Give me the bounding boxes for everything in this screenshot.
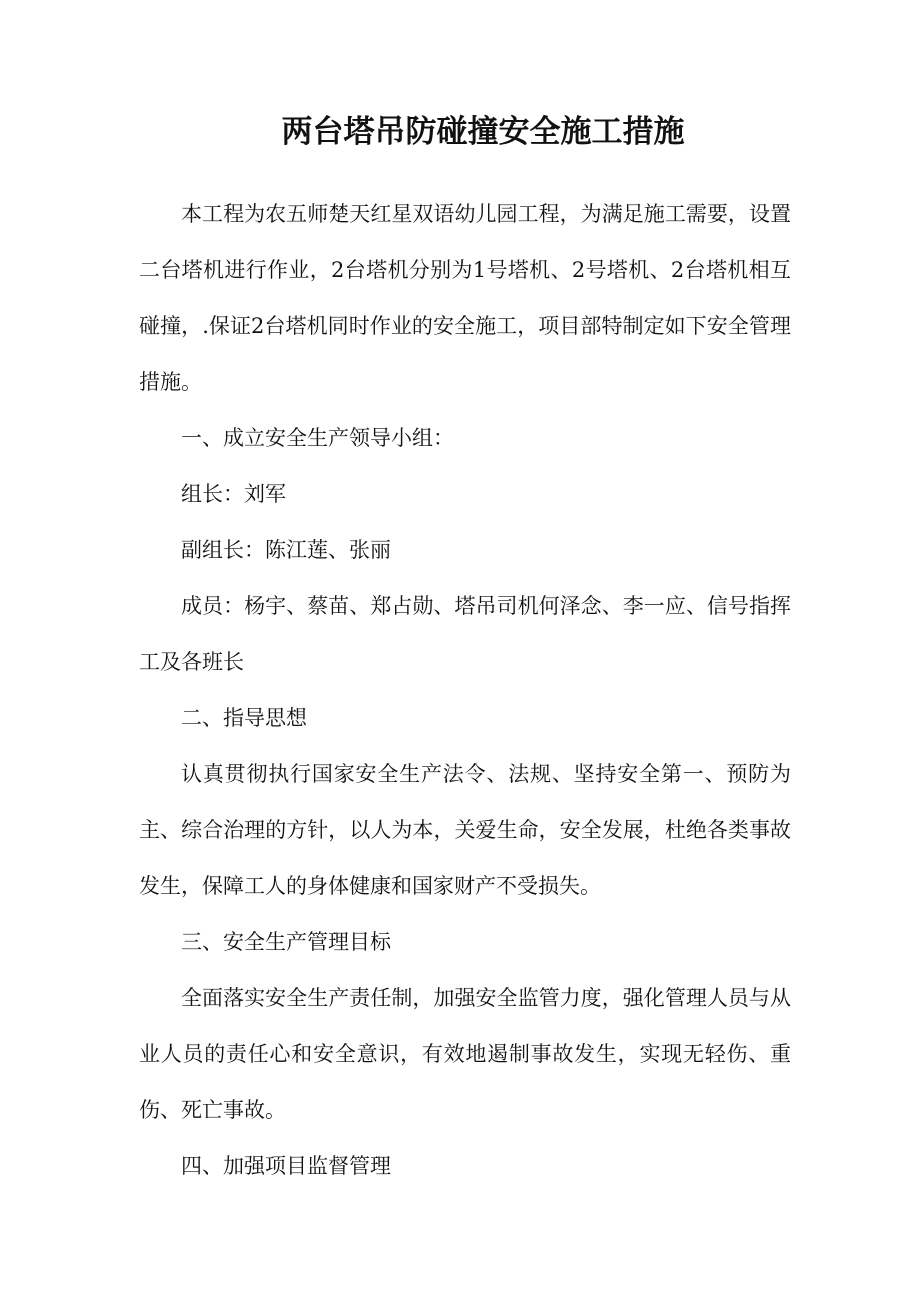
- paragraph-members: 成员：杨宇、蔡苗、郑占勋、塔吊司机何泽念、李一应、信号指挥工及各班长: [139, 594, 791, 674]
- paragraph-deputy-leader: 副组长：陈江莲、张丽: [181, 538, 391, 562]
- paragraph-guiding-ideology: 认真贯彻执行国家安全生产法令、法规、坚持安全第一、预防为主、综合治理的方针，以人为本，关爱生命，安全发展，杜绝各类事故发生，保障工人的身体健康和国家财产不受损失。: [139, 762, 791, 898]
- paragraph-intro: 本工程为农五师楚天红星双语幼儿园工程，为满足施工需要，设置二台塔机进行作业，2台塔机分别为1号塔机、2号塔机、2台塔机相互碰撞，.保证2台塔机同时作业的安全施工，项目部特制定如下安全管理措施。: [139, 202, 791, 394]
- section-heading-leadership-group: 一、成立安全生产领导小组：: [181, 426, 454, 450]
- section-heading-safety-goals: 三、安全生产管理目标: [181, 930, 391, 954]
- section-heading-supervision: 四、加强项目监督管理: [181, 1154, 391, 1178]
- document-title: 两台塔吊防碰撞安全施工措施: [281, 114, 685, 150]
- paragraph-safety-goals: 全面落实安全生产责任制，加强安全监管力度，强化管理人员与从业人员的责任心和安全意识，有效地遏制事故发生，实现无轻伤、重伤、死亡事故。: [139, 986, 791, 1122]
- document-body: [139, 186, 791, 1194]
- paragraph-group-leader: 组长：刘军: [181, 482, 286, 506]
- section-heading-guiding-ideology: 二、指导思想: [181, 706, 307, 730]
